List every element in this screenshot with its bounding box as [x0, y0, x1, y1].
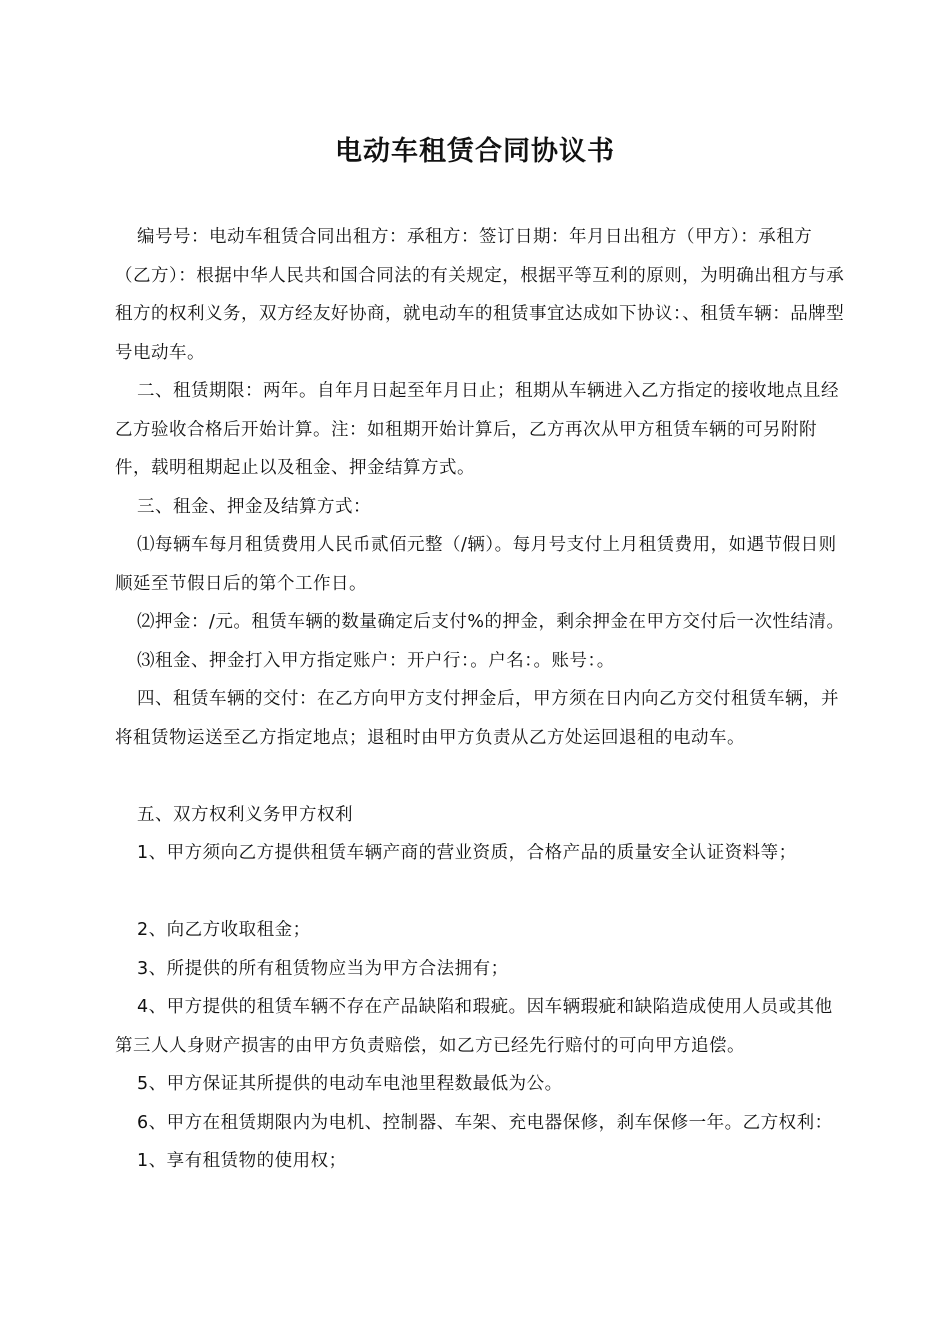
- paragraph-rent-item-2: ⑵押金：/元。租赁车辆的数量确定后支付%的押金，剩余押金在甲方交付后一次性结清。: [137, 612, 845, 632]
- paragraph-rent-item-3: ⑶租金、押金打入甲方指定账户：开户行：。户名：。账号：。: [137, 650, 615, 671]
- paragraph-rent-item-1: ⑴每辆车每月租赁费用人民币贰佰元整（/辆）。每月号支付上月租赁费用，如遇节假日则顺延至节假日后的第个工作日。: [115, 535, 837, 594]
- document-body: [115, 218, 845, 1181]
- paragraph-party-b-item-1: 1、享有租赁物的使用权；: [137, 1151, 347, 1171]
- paragraph-party-a-item-6: 6、甲方在租赁期限内为电机、控制器、车架、充电器保修，刹车保修一年。乙方权利：: [137, 1112, 833, 1133]
- paragraph-party-a-item-2: 2、向乙方收取租金；: [137, 920, 311, 940]
- paragraph-party-a-item-4: 4、甲方提供的租赁车辆不存在产品缺陷和瑕疵。因车辆瑕疵和缺陷造成使用人员或其他第三人人身财产损害的由甲方负责赔偿，如乙方已经先行赔付的可向甲方追偿。: [115, 997, 833, 1056]
- paragraph-rent-heading: 三、租金、押金及结算方式：: [137, 496, 371, 517]
- paragraph-rights-heading: 五、双方权利义务甲方权利: [137, 804, 353, 825]
- paragraph-lease-term: 二、租赁期限：两年。自年月日起至年月日止；租期从车辆进入乙方指定的接收地点且经乙方验收合格后开始计算。注：如租期开始计算后，乙方再次从甲方租赁车辆的可另附附件，载明租期起止以及租金、押金结算方式。: [115, 381, 839, 478]
- spacer: [115, 757, 845, 796]
- paragraph-party-a-item-5: 5、甲方保证其所提供的电动车电池里程数最低为公。: [137, 1074, 563, 1094]
- paragraph-party-a-item-3: 3、所提供的所有租赁物应当为甲方合法拥有；: [137, 958, 509, 979]
- paragraph-preamble: 编号号：电动车租赁合同出租方：承租方：签订日期：年月日出租方（甲方）：承租方（乙方）：根据中华人民共和国合同法的有关规定，根据平等互利的原则，为明确出租方与承租方的权利义务，双方经友好协商，就电动车的租赁事宜达成如下协议：、租赁车辆：品牌型号电动车。: [115, 227, 845, 363]
- document-title: 电动车租赁合同协议书: [335, 136, 615, 167]
- paragraph-delivery: 四、租赁车辆的交付：在乙方向甲方支付押金后，甲方须在日内向乙方交付租赁车辆，并将租赁物运送至乙方指定地点；退租时由甲方负责从乙方处运回退租的电动车。: [115, 689, 839, 748]
- spacer: [115, 873, 845, 912]
- paragraph-party-a-item-1: 1、甲方须向乙方提供租赁车辆产商的营业资质，合格产品的质量安全认证资料等；: [137, 843, 797, 863]
